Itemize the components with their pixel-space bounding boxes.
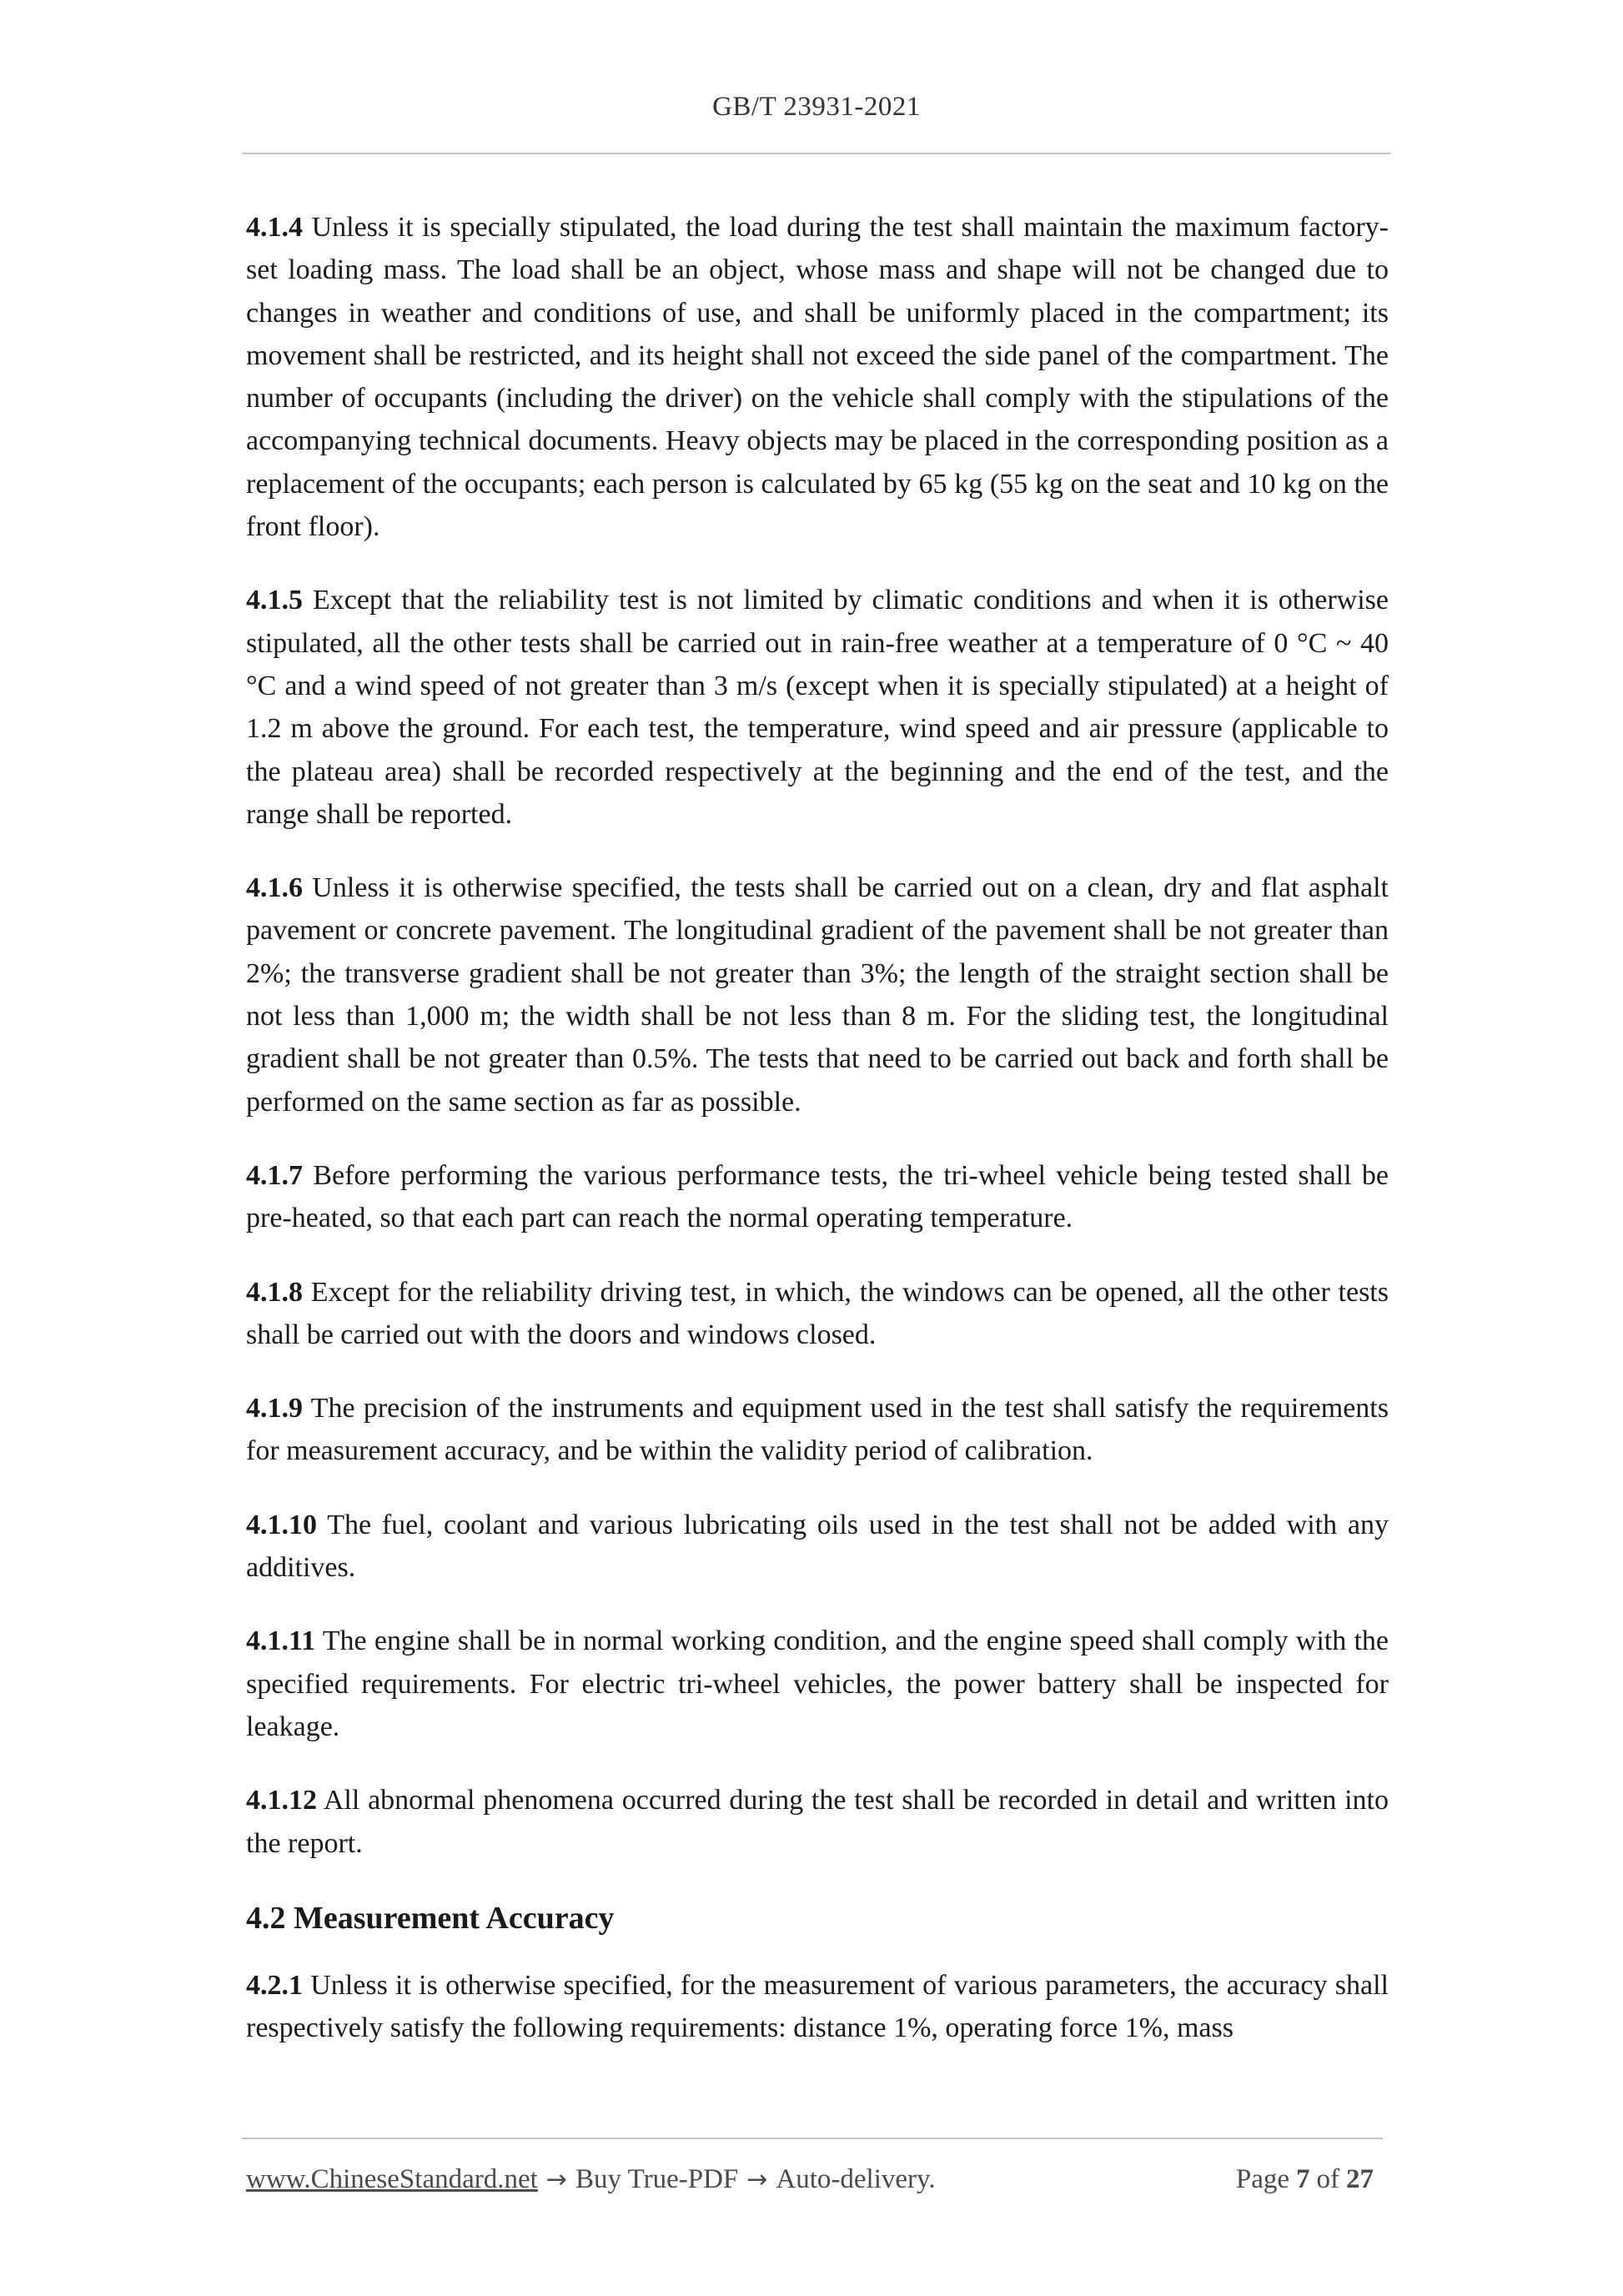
document-body — [246, 206, 1389, 2080]
page-word: Page — [1235, 2164, 1289, 2194]
clause-4-1-12 — [246, 1779, 1389, 1865]
page-header — [242, 92, 1391, 123]
clause-4-1-11 — [246, 1620, 1389, 1748]
clause-text: Unless it is specially stipulated, the load during the test shall maintain the maximum factory-set loading mass. The load shall be an object, whose mass and shape will not be changed due to changes in weather and conditions of use, and shall be uniformly placed in the compartment; its movement shall be restricted, and its height shall not exceed the side panel of the compartment. The number of occupants (including the driver) on the vehicle shall comply with the stipulations of the accompanying technical documents. Heavy objects may be placed in the corresponding position as a replacement of the occupants; each person is calculated by 65 kg (55 kg on the seat and 10 kg on the front floor). — [246, 212, 1389, 543]
clause-text: Unless it is otherwise specified, for the measurement of various parameters, the accuracy shall respectively satisfy the following requirements: distance 1%, operating force 1%, mass — [246, 1969, 1389, 2044]
clause-text: The precision of the instruments and equipment used in the test shall satisfy the requirements for measurement accuracy, and be within the validity period of calibration. — [246, 1393, 1389, 1467]
arrow-right-icon: → — [545, 2165, 567, 2194]
clause-text: Before performing the various performance tests, the tri-wheel vehicle being tested shall be pre-heated, so that each part can reach the normal operating temperature. — [246, 1159, 1389, 1234]
clause-text: Except for the reliability driving test, in which, the windows can be opened, all the other tests shall be carried out with the doors and windows closed. — [246, 1276, 1389, 1350]
clause-number: 4.1.12 — [246, 1785, 317, 1816]
clause-number: 4.1.11 — [246, 1625, 316, 1657]
clause-text: Except that the reliability test is not limited by climatic conditions and when it is otherwise stipulated, all the other tests shall be carried out in rain-free weather at a temperature of 0 °C ~ 40 °C and a wind speed of not greater than 3 m/s (except when it is specially stipulated) at a height of 1.2 m above the ground. For each test, the temperature, wind speed and air pressure (applicable to the plateau area) shall be recorded respectively at the beginning and the end of the test, and the range shall be reported. — [246, 585, 1389, 830]
clause-number: 4.1.5 — [246, 585, 303, 616]
site-link[interactable]: www.ChineseStandard.net — [246, 2164, 538, 2194]
clause-text: The engine shall be in normal working condition, and the engine speed shall comply with the specified requirements. For electric tri-wheel vehicles, the power battery shall be inspected for leakage. — [246, 1625, 1389, 1742]
clause-number: 4.1.9 — [246, 1393, 303, 1424]
clause-number: 4.1.8 — [246, 1276, 303, 1308]
clause-4-1-9 — [246, 1387, 1389, 1473]
header-divider — [242, 153, 1391, 154]
clause-4-1-5 — [246, 579, 1389, 836]
clause-text: The fuel, coolant and various lubricating oils used in the test shall not be added with any additives. — [246, 1509, 1389, 1584]
arrow-right-icon: → — [746, 2165, 768, 2194]
standard-number: GB/T 23931-2021 — [712, 92, 921, 122]
auto-delivery-text: Auto-delivery. — [776, 2164, 936, 2194]
page-of: of — [1316, 2164, 1339, 2194]
footer-divider — [242, 2138, 1383, 2139]
buy-pdf-text: Buy True-PDF — [575, 2164, 739, 2194]
clause-number: 4.1.6 — [246, 872, 303, 904]
clause-4-2-1 — [246, 1964, 1389, 2050]
clause-number: 4.1.4 — [246, 212, 303, 243]
clause-number: 4.2.1 — [246, 1969, 303, 2001]
clause-4-1-4 — [246, 206, 1389, 548]
clause-text: All abnormal phenomena occurred during the test shall be recorded in detail and written into the report. — [246, 1785, 1389, 1859]
page-total: 27 — [1346, 2164, 1374, 2194]
section-heading: 4.2 Measurement Accuracy — [246, 1900, 615, 1936]
clause-4-1-8 — [246, 1271, 1389, 1357]
page-current: 7 — [1296, 2164, 1310, 2194]
clause-number: 4.1.7 — [246, 1159, 303, 1191]
clause-4-1-6 — [246, 867, 1389, 1123]
clause-4-1-10 — [246, 1504, 1389, 1590]
page-number — [1236, 2164, 1380, 2195]
clause-number: 4.1.10 — [246, 1509, 317, 1540]
clause-text: Unless it is otherwise specified, the tests shall be carried out on a clean, dry and flat asphalt pavement or concrete pavement. The longitudinal gradient of the pavement shall be not greater than 2%; the transverse gradient shall be not greater than 3%; the length of the straight section shall be not less than 1,000 m; the width shall be not less than 8 m. For the sliding test, the longitudinal gradient shall be not greater than 0.5%. The tests that need to be carried out back and forth shall be performed on the same section as far as possible. — [246, 872, 1389, 1118]
footer-links — [246, 2164, 936, 2195]
clause-4-1-7 — [246, 1154, 1389, 1240]
